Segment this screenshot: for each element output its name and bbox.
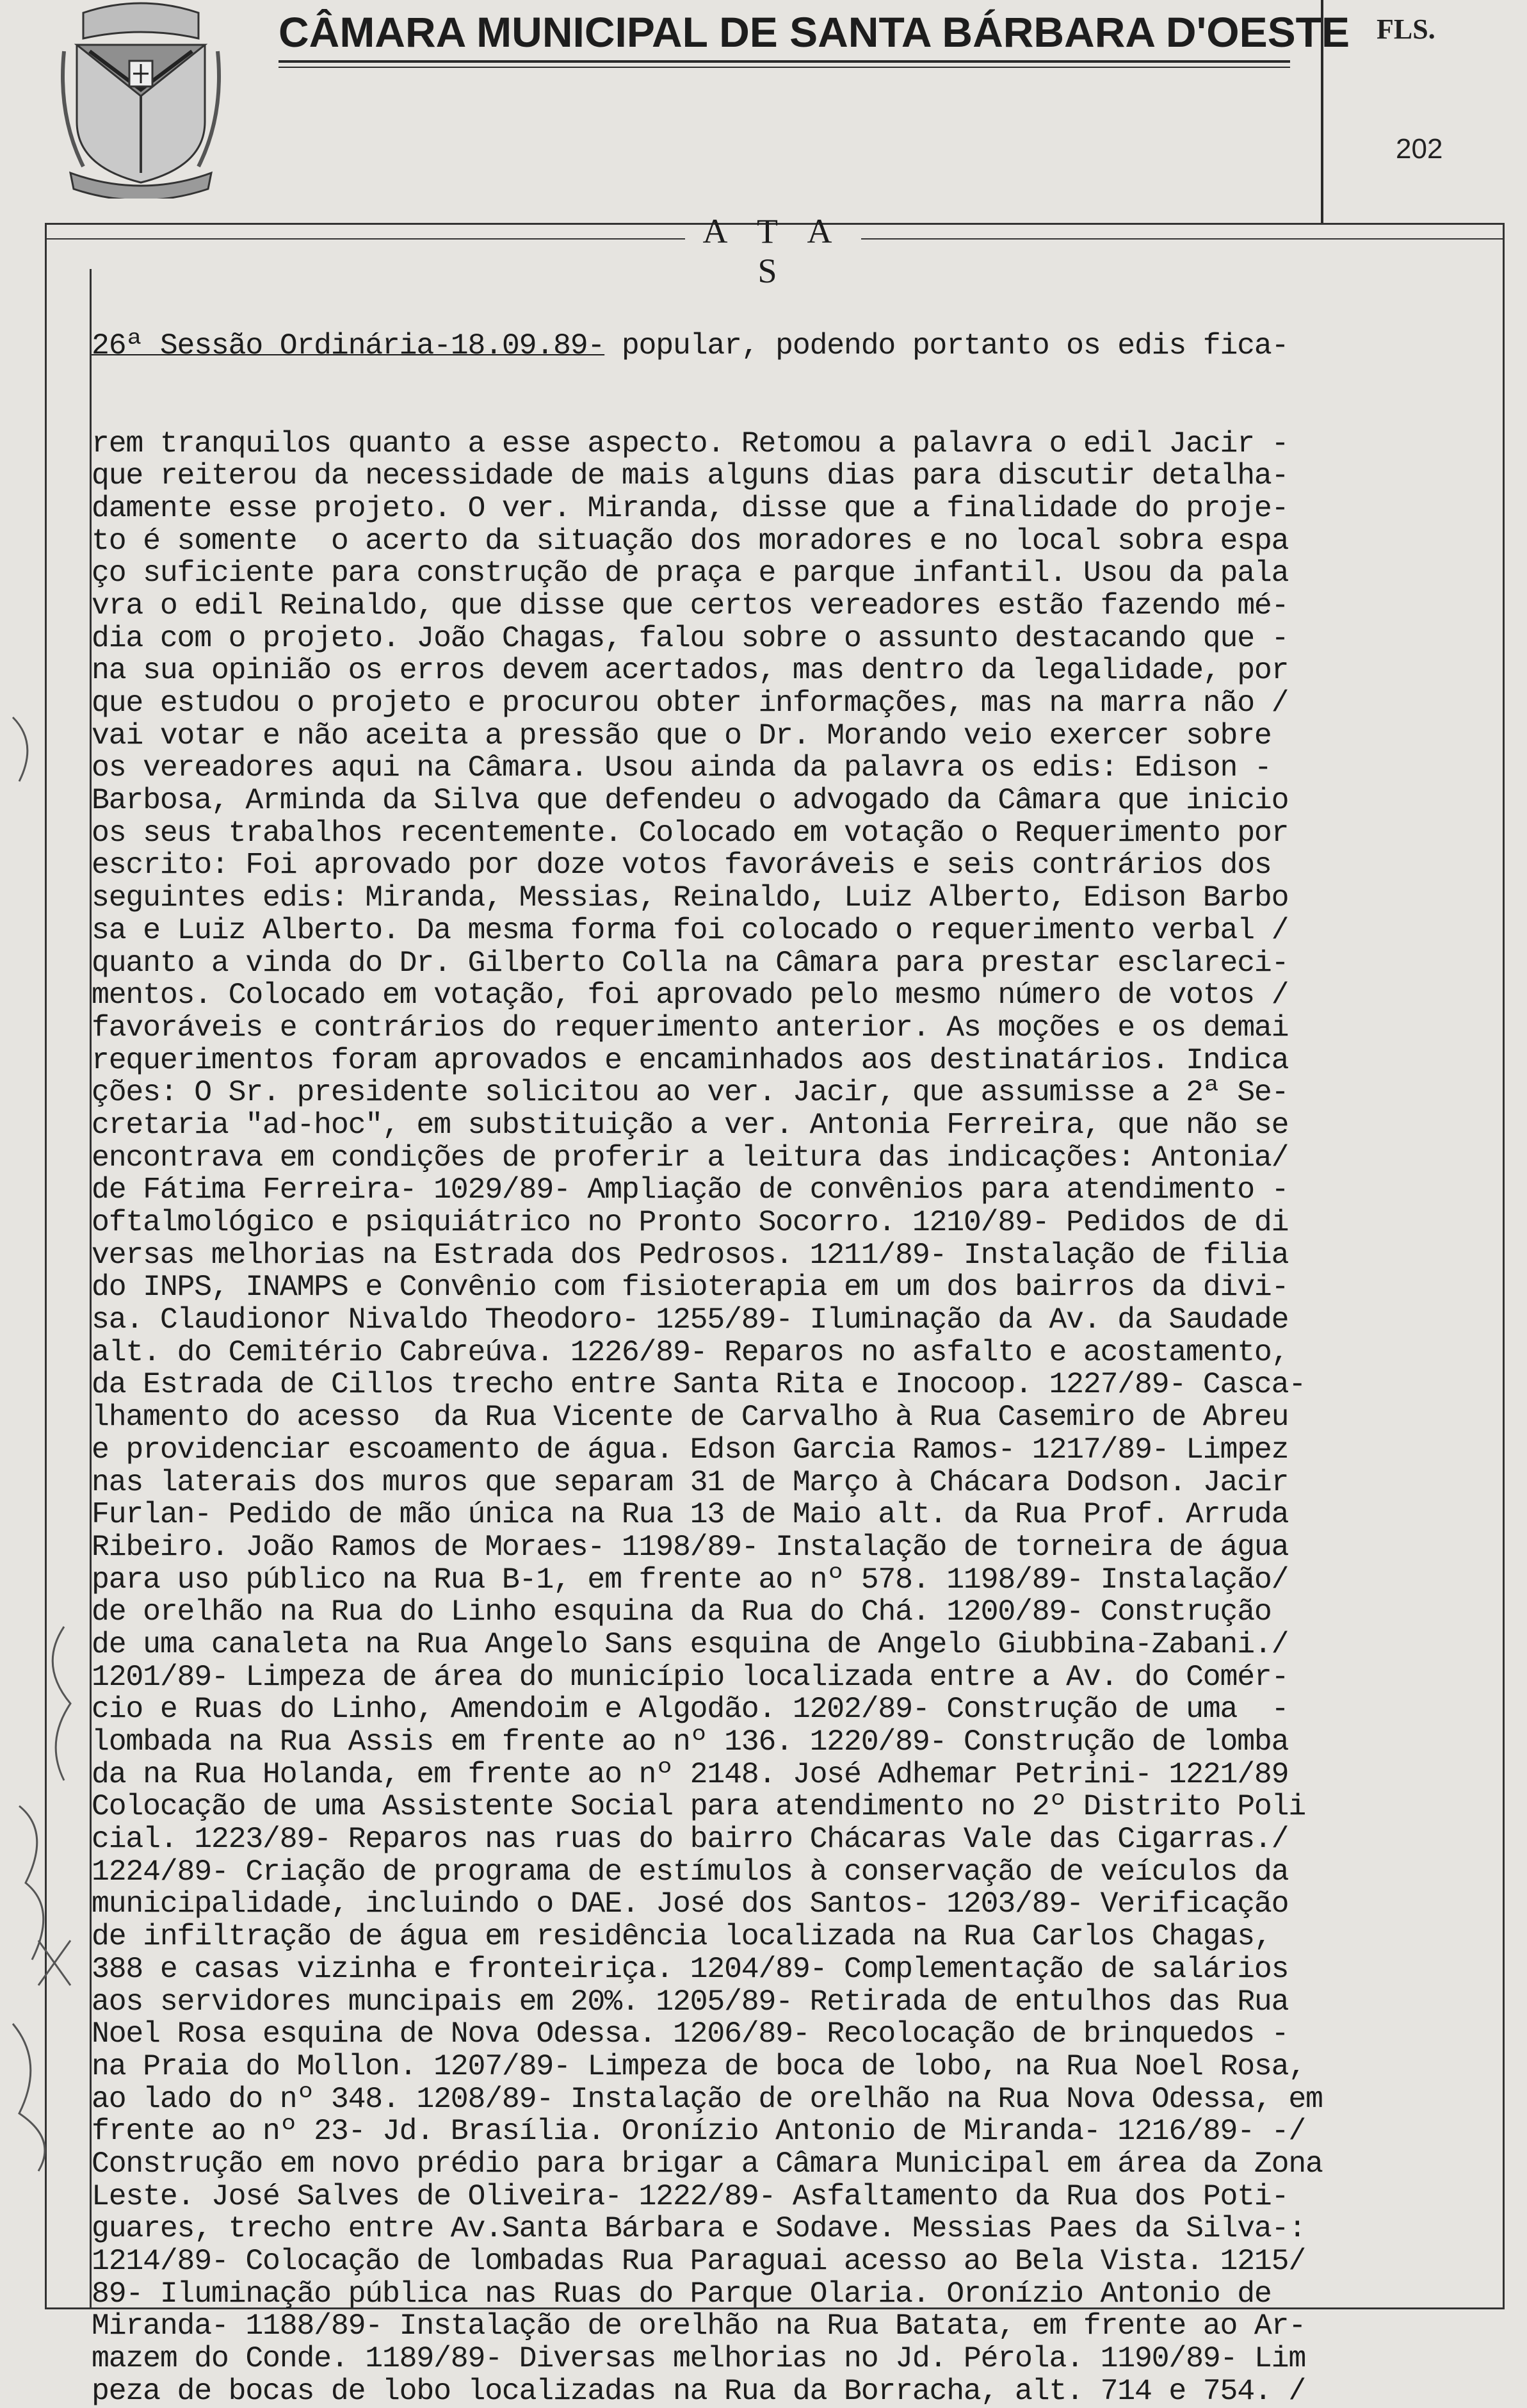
page-number: 202 [1396, 133, 1443, 165]
text-line: 1224/89- Criação de programa de estímulos à conservação de veículos da [92, 1854, 1289, 1889]
text-line: Colocação de uma Assistente Social para atendimento no 2º Distrito Poli [92, 1789, 1306, 1824]
margin-signature-scribbles [0, 704, 90, 2177]
text-line: Miranda- 1188/89- Instalação de orelhão na Rua Batata, em frente ao Ar- [92, 2309, 1306, 2343]
text-line: sa e Luiz Alberto. Da mesma forma foi colocado o requerimento verbal / [92, 913, 1289, 947]
text-line: oftalmológico e psiquiátrico no Pronto Socorro. 1210/89- Pedidos de di [92, 1205, 1289, 1239]
header-rule [279, 60, 1290, 63]
text-line: que estudou o projeto e procurou obter informações, mas na marra não / [92, 686, 1289, 720]
text-line: favoráveis e contrários do requerimento anterior. As moções e os demai [92, 1010, 1289, 1045]
text-line: ções: O Sr. presidente solicitou ao ver. Jacir, que assumisse a 2ª Se- [92, 1075, 1289, 1110]
text-line: 1214/89- Colocação de lombadas Rua Paraguai acesso ao Bela Vista. 1215/ [92, 2244, 1306, 2278]
fls-label: FLS. [1377, 13, 1435, 45]
text-line: do INPS, INAMPS e Convênio com fisioterapia em um dos bairros da divi- [92, 1270, 1289, 1305]
text-line: 1201/89- Limpeza de área do município localizada entre a Av. do Comér- [92, 1659, 1289, 1694]
institution-name: CÂMARA MUNICIPAL DE SANTA BÁRBARA D'OESTE [279, 8, 1350, 56]
text-line: cial. 1223/89- Reparos nas ruas do bairro Chácaras Vale das Cigarras./ [92, 1822, 1289, 1857]
text-line: frente ao nº 23- Jd. Brasília. Oronízio Antonio de Miranda- 1216/89- -/ [92, 2114, 1306, 2149]
text-line: 89- Iluminação pública nas Ruas do Parque Olaria. Oronízio Antonio de [92, 2276, 1272, 2311]
text-line: 388 e casas vizinha e fronteiriça. 1204/89- Complementação de salários [92, 1951, 1289, 1986]
text-line: cretaria "ad-hoc", em substituição a ver. Antonia Ferreira, que não se [92, 1107, 1289, 1142]
text-line: Leste. José Salves de Oliveira- 1222/89- Asfaltamento da Rua dos Poti- [92, 2179, 1289, 2213]
text-line: vra o edil Reinaldo, que disse que certos vereadores estão fazendo mé- [92, 588, 1289, 622]
text-line: de uma canaleta na Rua Angelo Sans esquina de Angelo Giubbina-Zabani./ [92, 1627, 1289, 1661]
text-line: Construção em novo prédio para brigar a Câmara Municipal em área da Zona [92, 2146, 1323, 2181]
text-line: que reiterou da necessidade de mais alguns dias para discutir detalha- [92, 459, 1289, 493]
text-line: e providenciar escoamento de água. Edson Garcia Ramos- 1217/89- Limpez [92, 1432, 1289, 1467]
text-line: os vereadores aqui na Câmara. Usou ainda da palavra os edis: Edison - [92, 751, 1272, 785]
text-line: lombada na Rua Assis em frente ao nº 136. 1220/89- Construção de lomba [92, 1725, 1289, 1759]
text-line: versas melhorias na Estrada dos Pedrosos. 1211/89- Instalação de filia [92, 1237, 1289, 1272]
text-line: to é somente o acerto da situação dos moradores e no local sobra espa [92, 523, 1289, 558]
section-rule-right [861, 238, 1505, 240]
text-line: Ribeiro. João Ramos de Moraes- 1198/89- Instalação de torneira de água [92, 1529, 1289, 1564]
text-line: Furlan- Pedido de mão única na Rua 13 de Maio alt. da Rua Prof. Arruda [92, 1497, 1289, 1532]
session-heading: 26ª Sessão Ordinária-18.09.89- [92, 329, 605, 363]
text-line: de Fátima Ferreira- 1029/89- Ampliação de convênios para atendimento - [92, 1173, 1289, 1207]
text-line: quanto a vinda do Dr. Gilberto Colla na Câmara para prestar esclareci- [92, 945, 1289, 980]
text-line: popular, podendo portanto os edis fica- [604, 329, 1289, 363]
text-line: na Praia do Mollon. 1207/89- Limpeza de boca de lobo, na Rua Noel Rosa, [92, 2049, 1306, 2083]
text-line: de infiltração de água em residência localizada na Rua Carlos Chagas, [92, 1919, 1272, 1954]
text-line: os seus trabalhos recentemente. Colocado em votação o Requerimento por [92, 815, 1289, 850]
text-line: Noel Rosa esquina de Nova Odessa. 1206/89- Recolocação de brinquedos - [92, 2017, 1289, 2051]
text-line: seguintes edis: Miranda, Messias, Reinaldo, Luiz Alberto, Edison Barbo [92, 881, 1289, 915]
first-line [92, 330, 1455, 362]
text-line: alt. do Cemitério Cabreúva. 1226/89- Reparos no asfalto e acostamento, [92, 1335, 1289, 1369]
text-line: na sua opinião os erros devem acertados, mas dentro da legalidade, por [92, 653, 1289, 688]
text-line: de orelhão na Rua do Linho esquina da Rua do Chá. 1200/89- Construção [92, 1595, 1272, 1629]
section-title: A T A S [702, 212, 844, 290]
text-line: escrito: Foi aprovado por doze votos favoráveis e seis contrários dos [92, 848, 1272, 883]
section-rule-left [45, 238, 685, 240]
text-line: mentos. Colocado em votação, foi aprovado pelo mesmo número de votos / [92, 978, 1289, 1013]
header-divider [1321, 0, 1323, 223]
text-line: da na Rua Holanda, em frente ao nº 2148. José Adhemar Petrini- 1221/89 [92, 1757, 1289, 1791]
text-line: para uso público na Rua B-1, em frente ao nº 578. 1198/89- Instalação/ [92, 1562, 1289, 1597]
text-line: nas laterais dos muros que separam 31 de Março à Chácara Dodson. Jacir [92, 1465, 1289, 1499]
text-line: da Estrada de Cillos trecho entre Santa Rita e Inocoop. 1227/89- Casca- [92, 1367, 1306, 1402]
text-line: cio e Ruas do Linho, Amendoim e Algodão. 1202/89- Construção de uma - [92, 1692, 1289, 1727]
text-line: damente esse projeto. O ver. Miranda, disse que a finalidade do proje- [92, 491, 1289, 525]
text-line: municipalidade, incluindo o DAE. José dos Santos- 1203/89- Verificação [92, 1887, 1289, 1921]
text-line: guares, trecho entre Av.Santa Bárbara e Sodave. Messias Paes da Silva-: [92, 2211, 1306, 2246]
text-line: ao lado do nº 348. 1208/89- Instalação de orelhão na Rua Nova Odessa, em [92, 2081, 1323, 2116]
text-line: requerimentos foram aprovados e encaminhados aos destinatários. Indica [92, 1043, 1289, 1077]
text-line: peza de bocas de lobo localizadas na Rua da Borracha, alt. 714 e 754. / [92, 2373, 1306, 2408]
text-line: mazem do Conde. 1189/89- Diversas melhorias no Jd. Pérola. 1190/89- Lim [92, 2341, 1306, 2376]
header-rule-thin [279, 67, 1290, 68]
minutes-body [92, 265, 1455, 2407]
text-line: aos servidores muncipais em 20%. 1205/89- Retirada de entulhos das Rua [92, 1984, 1289, 2019]
text-line: vai votar e não aceita a pressão que o Dr. Morando veio exercer sobre [92, 718, 1272, 752]
text-line: encontrava em condições de proferir a leitura das indicações: Antonia/ [92, 1140, 1289, 1175]
text-line: Barbosa, Arminda da Silva que defendeu o advogado da Câmara que inicio [92, 783, 1289, 818]
text-line: sa. Claudionor Nivaldo Theodoro- 1255/89- Iluminação da Av. da Saudade [92, 1303, 1289, 1337]
text-line: lhamento do acesso da Rua Vicente de Carvalho à Rua Casemiro de Abreu [92, 1400, 1289, 1435]
text-line: rem tranquilos quanto a esse aspecto. Retomou a palavra o edil Jacir - [92, 426, 1289, 460]
text-line: ço suficiente para construção de praça e parque infantil. Usou da pala [92, 556, 1289, 590]
text-line: dia com o projeto. João Chagas, falou sobre o assunto destacando que - [92, 621, 1289, 655]
municipal-coat-of-arms-icon [58, 0, 224, 199]
